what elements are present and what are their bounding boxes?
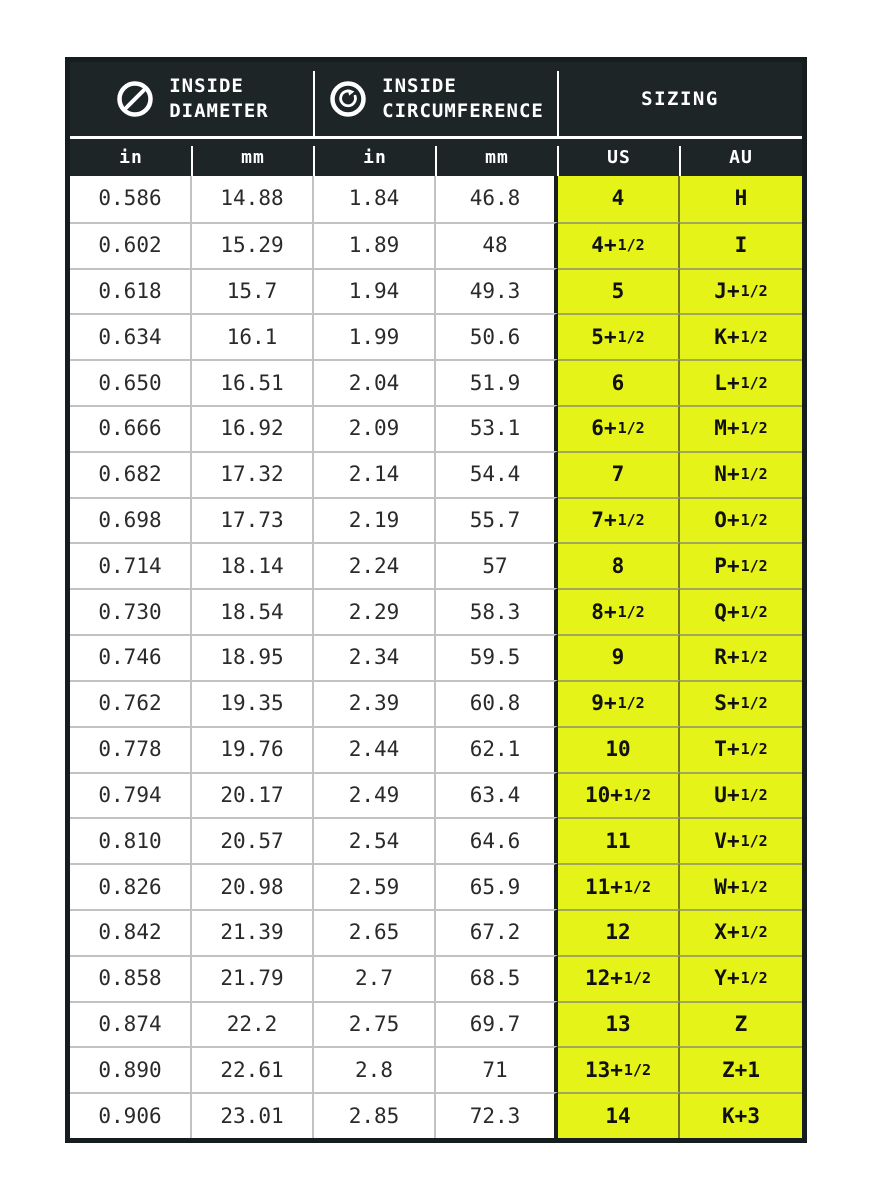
- measurement-cell: 20.17: [192, 772, 314, 818]
- size-main: W+: [714, 874, 740, 899]
- size-fraction: 1/2: [740, 511, 768, 530]
- measurement-cell: 1.99: [314, 313, 436, 359]
- measurement-cell: 21.39: [192, 909, 314, 955]
- size-value-cell: [680, 955, 802, 1001]
- measurement-cell: 20.57: [192, 817, 314, 863]
- measurement-cell: 2.7: [314, 955, 436, 1001]
- size-value-cell: 11: [558, 817, 680, 863]
- size-fraction: 1/2: [740, 602, 768, 621]
- measurement-cell: 18.14: [192, 542, 314, 588]
- size-value-cell: [558, 955, 680, 1001]
- measurement-cell: 67.2: [436, 909, 558, 955]
- size-value-cell: 4: [558, 176, 680, 222]
- size-value-cell: 8: [558, 542, 680, 588]
- measurement-cell: 0.666: [70, 405, 192, 451]
- size-value-cell: Z+1: [680, 1046, 802, 1092]
- measurement-cell: 0.586: [70, 176, 192, 222]
- size-value-cell: [558, 405, 680, 451]
- size-fraction: 1/2: [740, 923, 768, 942]
- size-main: J+: [714, 279, 740, 304]
- column-header-circumference-in: in: [314, 139, 436, 176]
- measurement-cell: 55.7: [436, 497, 558, 543]
- size-value-cell: 13: [558, 1001, 680, 1047]
- measurement-cell: 18.54: [192, 588, 314, 634]
- size-fraction: 1/2: [740, 419, 768, 438]
- size-value-cell: [558, 863, 680, 909]
- size-main: 10+: [584, 782, 623, 807]
- size-fraction: 1/2: [617, 602, 645, 621]
- measurement-cell: 0.602: [70, 222, 192, 268]
- measurement-cell: 17.73: [192, 497, 314, 543]
- size-value-cell: [680, 268, 802, 314]
- size-main: K+: [714, 324, 740, 349]
- size-value-cell: [680, 772, 802, 818]
- measurement-cell: 0.618: [70, 268, 192, 314]
- size-value-cell: 6: [558, 359, 680, 405]
- size-value-cell: [558, 680, 680, 726]
- measurement-cell: 0.794: [70, 772, 192, 818]
- size-fraction: 1/2: [623, 1060, 652, 1079]
- size-value-cell: [680, 451, 802, 497]
- column-header-us-size: US: [558, 139, 680, 176]
- measurement-cell: 71: [436, 1046, 558, 1092]
- measurement-cell: 2.75: [314, 1001, 436, 1047]
- measurement-cell: 15.29: [192, 222, 314, 268]
- size-main: 12+: [584, 966, 623, 991]
- measurement-cell: 57: [436, 542, 558, 588]
- size-main: 4+: [591, 233, 617, 258]
- size-fraction: 1/2: [623, 785, 652, 804]
- measurement-cell: 2.14: [314, 451, 436, 497]
- measurement-cell: 0.698: [70, 497, 192, 543]
- size-fraction: 1/2: [740, 373, 768, 392]
- size-main: 6+: [591, 416, 617, 441]
- size-main: R+: [714, 645, 740, 670]
- column-header-diameter-mm: mm: [192, 139, 314, 176]
- size-value-cell: [680, 909, 802, 955]
- measurement-cell: 59.5: [436, 634, 558, 680]
- measurement-cell: 1.84: [314, 176, 436, 222]
- measurement-cell: 58.3: [436, 588, 558, 634]
- measurement-cell: 0.842: [70, 909, 192, 955]
- size-main: M+: [714, 416, 740, 441]
- measurement-cell: 63.4: [436, 772, 558, 818]
- size-fraction: 1/2: [740, 877, 768, 896]
- measurement-cell: 1.94: [314, 268, 436, 314]
- size-value-cell: [680, 863, 802, 909]
- group-label-line2: CIRCUMFERENCE: [382, 100, 544, 122]
- size-main: O+: [714, 508, 740, 533]
- size-fraction: 1/2: [740, 969, 768, 988]
- measurement-cell: 46.8: [436, 176, 558, 222]
- size-fraction: 1/2: [740, 740, 768, 759]
- ring-size-chart: [65, 57, 807, 1143]
- measurement-cell: 1.89: [314, 222, 436, 268]
- measurement-cell: 68.5: [436, 955, 558, 1001]
- size-value-cell: [680, 726, 802, 772]
- size-main: L+: [714, 370, 740, 395]
- size-main: V+: [714, 828, 740, 853]
- measurement-cell: 72.3: [436, 1092, 558, 1138]
- column-header-circumference-mm: mm: [436, 139, 558, 176]
- measurement-cell: 22.2: [192, 1001, 314, 1047]
- measurement-cell: 2.19: [314, 497, 436, 543]
- group-label-line1: INSIDE: [382, 75, 457, 97]
- measurement-cell: 49.3: [436, 268, 558, 314]
- measurement-cell: 2.65: [314, 909, 436, 955]
- measurement-cell: 2.85: [314, 1092, 436, 1138]
- group-sizing: [558, 62, 802, 136]
- size-fraction: 1/2: [740, 648, 768, 667]
- size-main: Y+: [714, 966, 740, 991]
- measurement-cell: 16.1: [192, 313, 314, 359]
- size-fraction: 1/2: [740, 282, 768, 301]
- measurement-cell: 64.6: [436, 817, 558, 863]
- size-value-cell: [558, 222, 680, 268]
- table-column-header: [70, 139, 802, 176]
- size-value-cell: [680, 497, 802, 543]
- measurement-cell: 21.79: [192, 955, 314, 1001]
- measurement-cell: 69.7: [436, 1001, 558, 1047]
- measurement-cell: 2.49: [314, 772, 436, 818]
- size-fraction: 1/2: [740, 465, 768, 484]
- measurement-cell: 23.01: [192, 1092, 314, 1138]
- measurement-cell: 0.730: [70, 588, 192, 634]
- size-value-cell: [558, 1046, 680, 1092]
- measurement-cell: 48: [436, 222, 558, 268]
- measurement-cell: 0.650: [70, 359, 192, 405]
- table-group-header: [70, 62, 802, 136]
- measurement-cell: 14.88: [192, 176, 314, 222]
- size-fraction: 1/2: [617, 327, 645, 346]
- size-value-cell: [680, 588, 802, 634]
- measurement-cell: 50.6: [436, 313, 558, 359]
- size-value-cell: [558, 313, 680, 359]
- size-fraction: 1/2: [623, 969, 652, 988]
- size-value-cell: [558, 497, 680, 543]
- group-label: [382, 74, 544, 124]
- size-fraction: 1/2: [617, 419, 645, 438]
- size-main: 5+: [591, 324, 617, 349]
- measurement-cell: 53.1: [436, 405, 558, 451]
- size-value-cell: Z: [680, 1001, 802, 1047]
- circumference-icon: [328, 79, 368, 119]
- size-main: 11+: [584, 874, 623, 899]
- measurement-cell: 2.39: [314, 680, 436, 726]
- measurement-cell: 15.7: [192, 268, 314, 314]
- measurement-cell: 60.8: [436, 680, 558, 726]
- size-value-cell: [558, 772, 680, 818]
- measurement-cell: 2.24: [314, 542, 436, 588]
- measurement-cell: 16.92: [192, 405, 314, 451]
- group-label-line1: INSIDE: [169, 75, 244, 97]
- measurement-cell: 16.51: [192, 359, 314, 405]
- size-value-cell: 14: [558, 1092, 680, 1138]
- size-value-cell: 5: [558, 268, 680, 314]
- measurement-cell: 18.95: [192, 634, 314, 680]
- group-label: SIZING: [641, 88, 719, 110]
- size-fraction: 1/2: [617, 236, 645, 255]
- measurement-cell: 0.746: [70, 634, 192, 680]
- group-inside-diameter: [70, 62, 314, 136]
- measurement-cell: 65.9: [436, 863, 558, 909]
- diameter-icon: [115, 79, 155, 119]
- column-header-au-size: AU: [729, 147, 753, 168]
- size-main: T+: [714, 737, 740, 762]
- size-value-cell: 10: [558, 726, 680, 772]
- measurement-cell: 0.714: [70, 542, 192, 588]
- group-inside-circumference: [314, 62, 558, 136]
- measurement-cell: 2.44: [314, 726, 436, 772]
- size-value-cell: [680, 359, 802, 405]
- measurement-cell: 19.35: [192, 680, 314, 726]
- measurement-cell: 0.890: [70, 1046, 192, 1092]
- group-label-line2: DIAMETER: [169, 100, 269, 122]
- size-main: 7+: [591, 508, 617, 533]
- measurement-cell: 19.76: [192, 726, 314, 772]
- group-label: [169, 74, 269, 124]
- size-value-cell: [680, 405, 802, 451]
- size-fraction: 1/2: [740, 831, 768, 850]
- size-main: Q+: [714, 599, 740, 624]
- column-header-diameter-in: in: [70, 139, 192, 176]
- size-value-cell: I: [680, 222, 802, 268]
- size-value-cell: K+3: [680, 1092, 802, 1138]
- measurement-cell: 2.54: [314, 817, 436, 863]
- table-body: [70, 176, 802, 1138]
- measurement-cell: 22.61: [192, 1046, 314, 1092]
- measurement-cell: 54.4: [436, 451, 558, 497]
- size-main: 8+: [591, 599, 617, 624]
- size-main: X+: [714, 920, 740, 945]
- size-fraction: 1/2: [623, 877, 652, 896]
- measurement-cell: 0.906: [70, 1092, 192, 1138]
- measurement-cell: 0.634: [70, 313, 192, 359]
- size-main: 13+: [584, 1057, 623, 1082]
- size-fraction: 1/2: [740, 694, 768, 713]
- size-value-cell: [680, 313, 802, 359]
- size-fraction: 1/2: [740, 327, 768, 346]
- measurement-cell: 2.09: [314, 405, 436, 451]
- size-main: U+: [714, 782, 740, 807]
- measurement-cell: 2.59: [314, 863, 436, 909]
- measurement-cell: 51.9: [436, 359, 558, 405]
- size-fraction: 1/2: [740, 785, 768, 804]
- measurement-cell: 20.98: [192, 863, 314, 909]
- measurement-cell: 0.858: [70, 955, 192, 1001]
- size-main: P+: [714, 553, 740, 578]
- measurement-cell: 0.762: [70, 680, 192, 726]
- size-value-cell: [680, 817, 802, 863]
- measurement-cell: 2.04: [314, 359, 436, 405]
- size-value-cell: H: [680, 176, 802, 222]
- measurement-cell: 2.34: [314, 634, 436, 680]
- measurement-cell: 0.810: [70, 817, 192, 863]
- measurement-cell: 0.874: [70, 1001, 192, 1047]
- size-fraction: 1/2: [617, 511, 645, 530]
- size-value-cell: [558, 588, 680, 634]
- size-fraction: 1/2: [740, 556, 768, 575]
- measurement-cell: 2.29: [314, 588, 436, 634]
- size-value-cell: [680, 634, 802, 680]
- measurement-cell: 0.778: [70, 726, 192, 772]
- size-value-cell: 9: [558, 634, 680, 680]
- size-value-cell: [680, 680, 802, 726]
- size-main: 9+: [591, 691, 617, 716]
- size-value-cell: 12: [558, 909, 680, 955]
- measurement-cell: 62.1: [436, 726, 558, 772]
- size-value-cell: 7: [558, 451, 680, 497]
- measurement-cell: 2.8: [314, 1046, 436, 1092]
- measurement-cell: 0.682: [70, 451, 192, 497]
- size-value-cell: [680, 542, 802, 588]
- size-fraction: 1/2: [617, 694, 645, 713]
- size-main: N+: [714, 462, 740, 487]
- size-main: S+: [714, 691, 740, 716]
- measurement-cell: 17.32: [192, 451, 314, 497]
- measurement-cell: 0.826: [70, 863, 192, 909]
